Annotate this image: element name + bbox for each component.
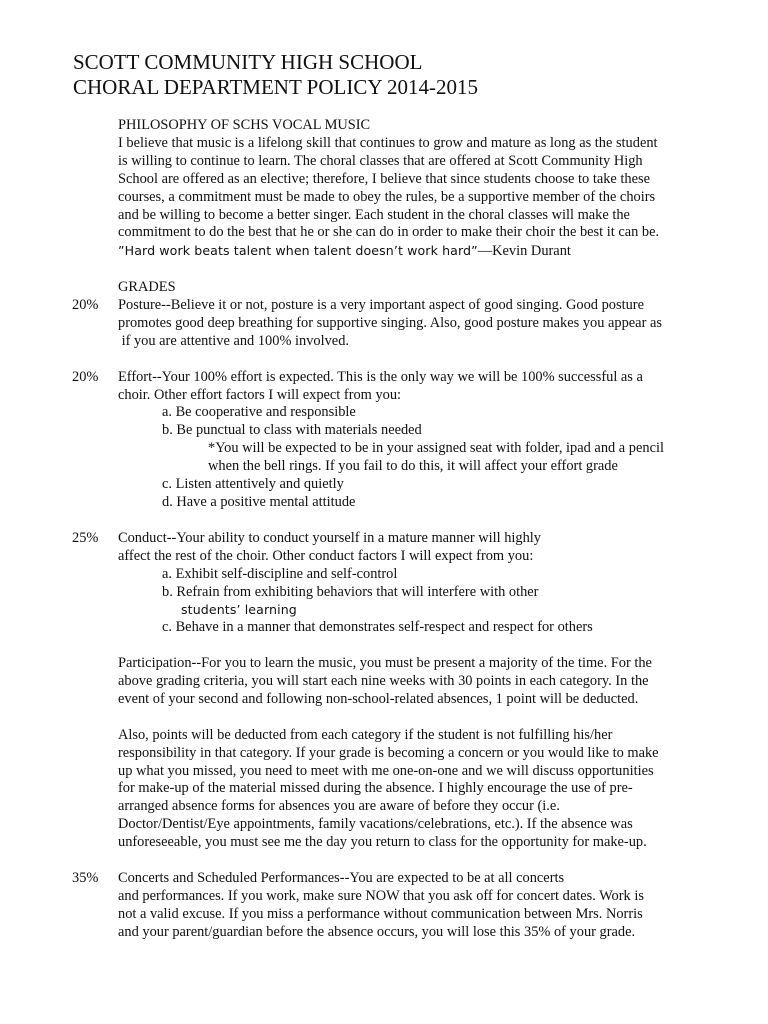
deductions-line: unforeseeable, you must see me the day you return to class for the opportunity for make-up. — [118, 834, 647, 851]
participation-line: Participation--For you to learn the music, you must be present a majority of the time. For the — [118, 655, 652, 672]
philosophy-section — [118, 117, 718, 261]
effort-line: Effort--Your 100% effort is expected. This is the only way we will be 100% successful as a — [118, 368, 643, 385]
philosophy-line: I believe that music is a lifelong skill that continues to grow and mature as long as the student — [118, 134, 658, 151]
effort-item-d: d. Have a positive mental attitude — [162, 494, 356, 510]
effort-line: choir. Other effort factors I will expect from you: — [118, 386, 402, 403]
concerts-line: and performances. If you work, make sure NOW that you ask off for concert dates. Work is — [118, 887, 644, 904]
conduct-item-c: c. Behave in a manner that demonstrates self-respect and respect for others — [162, 619, 593, 636]
posture-line: promotes good deep breathing for supportive singing. Also, good posture makes you appear as — [118, 314, 662, 331]
conduct-line: Conduct--Your ability to conduct yourself in a mature manner will highly — [118, 529, 541, 546]
philosophy-line: and be willing to become a better singer. Each student in the choral classes will make the — [118, 206, 630, 223]
deductions-section — [118, 727, 718, 852]
school-name: SCOTT COMMUNITY HIGH SCHOOL — [73, 50, 423, 74]
conduct-percent: 25% — [72, 529, 99, 546]
participation-section — [118, 655, 718, 709]
conduct-line: affect the rest of the choir. Other conduct factors I will expect from you: — [118, 547, 534, 564]
philosophy-quote-line — [118, 242, 718, 261]
posture-line: Posture--Believe it or not, posture is a very important aspect of good singing. Good posture — [118, 297, 644, 314]
policy-title: CHORAL DEPARTMENT POLICY 2014-2015 — [73, 75, 478, 99]
conduct-section — [72, 529, 718, 637]
philosophy-line: is willing to continue to learn. The choral classes that are offered at Scott Community High — [118, 152, 643, 169]
effort-item-c: c. Listen attentively and quietly — [162, 476, 344, 493]
effort-note: *You will be expected to be in your assigned seat with folder, ipad and a pencil — [208, 440, 664, 457]
document-title — [73, 50, 733, 100]
effort-note: when the bell rings. If you fail to do this, it will affect your effort grade — [208, 458, 618, 475]
effort-percent: 20% — [72, 368, 99, 385]
concerts-section — [72, 869, 718, 942]
concerts-line: Concerts and Scheduled Performances--You are expected to be at all concerts — [118, 869, 565, 886]
conduct-item-a: a. Exhibit self-discipline and self-control — [162, 565, 398, 582]
concerts-line: and your parent/guardian before the absence occurs, you will lose this 35% of your grade. — [118, 923, 636, 940]
participation-line: event of your second and following non-school-related absences, 1 point will be deducted. — [118, 690, 639, 707]
quote-author: —Kevin Durant — [477, 243, 571, 260]
philosophy-heading: PHILOSOPHY OF SCHS VOCAL MUSIC — [118, 117, 371, 133]
grades-heading: GRADES — [118, 279, 176, 296]
deductions-line: Also, points will be deducted from each category if the student is not fulfilling his/her — [118, 726, 613, 743]
posture-percent: 20% — [72, 297, 99, 314]
conduct-item-b: b. Refrain from exhibiting behaviors that will interfere with other — [162, 583, 539, 600]
philosophy-line: School are offered as an elective; therefore, I believe that since students choose to take these — [118, 170, 650, 187]
philosophy-line: courses, a commitment must be made to obey the rules, be a supportive member of the choirs — [118, 188, 656, 205]
participation-line: above grading criteria, you will start each nine weeks with 30 points in each category. In the — [118, 673, 649, 690]
effort-item-b: b. Be punctual to class with materials needed — [162, 422, 422, 439]
deductions-line: up what you missed, you need to meet with me one-on-one and we will discuss opportunities — [118, 762, 654, 779]
deductions-line: arranged absence forms for absences you are aware of before they occur (i.e. — [118, 798, 560, 815]
philosophy-quote: ”Hard work beats talent when talent doesn’t work hard” — [118, 243, 478, 259]
deductions-line: Doctor/Dentist/Eye appointments, family vacations/celebrations, etc.). If the absence was — [118, 816, 633, 833]
deductions-line: for make-up of the material missed during the absence. I highly encourage the use of pre- — [118, 780, 633, 797]
conduct-item-b-continued: students’ learning — [181, 602, 297, 618]
philosophy-line: commitment to do the best that he or she can do in order to make their choir the best it can be. — [118, 224, 660, 241]
posture-line: if you are attentive and 100% involved. — [118, 332, 349, 349]
posture-section — [72, 297, 718, 351]
deductions-line: responsibility in that category. If your grade is becoming a concern or you would like to make — [118, 744, 659, 761]
concerts-line: not a valid excuse. If you miss a performance without communication between Mrs. Norris — [118, 905, 643, 922]
concerts-percent: 35% — [72, 869, 99, 886]
document-body — [72, 117, 718, 959]
effort-section — [72, 368, 718, 512]
effort-item-a: a. Be cooperative and responsible — [162, 404, 356, 421]
